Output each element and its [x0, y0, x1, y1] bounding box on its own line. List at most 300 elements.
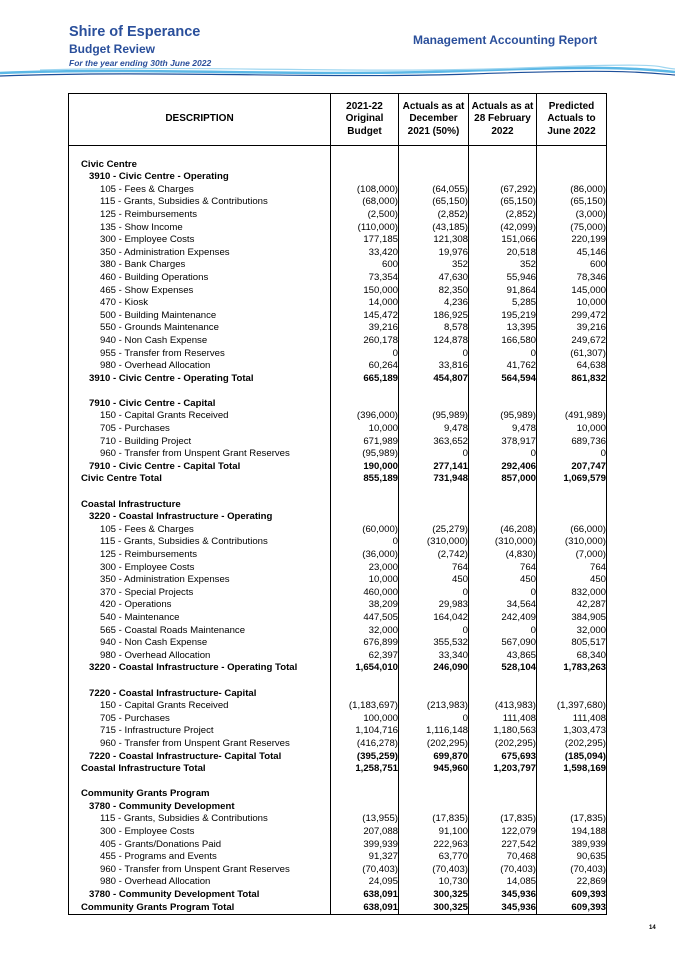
actuals-december-value: 246,090	[399, 662, 469, 675]
original-budget-value: 665,189	[331, 373, 399, 386]
row-description: 3220 - Coastal Infrastructure - Operating	[69, 511, 331, 524]
actuals-december-value: 33,816	[399, 360, 469, 373]
table-row	[69, 385, 607, 398]
table-row	[69, 297, 607, 310]
original-budget-value: 39,216	[331, 322, 399, 335]
original-budget-value: 447,505	[331, 612, 399, 625]
predicted-actuals-value	[537, 486, 607, 499]
row-description: 565 - Coastal Roads Maintenance	[69, 625, 331, 638]
table-row	[69, 574, 607, 587]
original-budget-value: 62,397	[331, 650, 399, 663]
column-header-actuals-february: Actuals as at 28 February 2022	[469, 94, 537, 146]
original-budget-value: 600	[331, 259, 399, 272]
original-budget-value: (2,500)	[331, 209, 399, 222]
original-budget-value	[331, 398, 399, 411]
row-description: 7910 - Civic Centre - Capital	[69, 398, 331, 411]
actuals-december-value: 47,630	[399, 272, 469, 285]
actuals-february-value: 378,917	[469, 436, 537, 449]
actuals-february-value: 0	[469, 348, 537, 361]
column-header-actuals-december: Actuals as at December 2021 (50%)	[399, 94, 469, 146]
actuals-february-value: (310,000)	[469, 536, 537, 549]
table-row	[69, 801, 607, 814]
predicted-actuals-value	[537, 171, 607, 184]
original-budget-value	[331, 385, 399, 398]
actuals-february-value	[469, 486, 537, 499]
original-budget-value: 0	[331, 348, 399, 361]
actuals-december-value	[399, 171, 469, 184]
actuals-december-value: 450	[399, 574, 469, 587]
actuals-december-value: 0	[399, 713, 469, 726]
actuals-december-value: 19,976	[399, 247, 469, 260]
actuals-december-value: (25,279)	[399, 524, 469, 537]
table-row	[69, 171, 607, 184]
original-budget-value: (70,403)	[331, 864, 399, 877]
predicted-actuals-value	[537, 788, 607, 801]
row-description: 960 - Transfer from Unspent Grant Reserves	[69, 448, 331, 461]
original-budget-value: (95,989)	[331, 448, 399, 461]
row-description: 705 - Purchases	[69, 713, 331, 726]
row-description: 960 - Transfer from Unspent Grant Reserves	[69, 864, 331, 877]
predicted-actuals-value	[537, 385, 607, 398]
actuals-february-value: 91,864	[469, 285, 537, 298]
row-description: 3780 - Community Development	[69, 801, 331, 814]
original-budget-value: 638,091	[331, 889, 399, 902]
table-row	[69, 725, 607, 738]
actuals-february-value: (42,099)	[469, 222, 537, 235]
page-number: 14	[649, 925, 656, 931]
actuals-december-value: 10,730	[399, 876, 469, 889]
predicted-actuals-value: 22,869	[537, 876, 607, 889]
original-budget-value: 399,939	[331, 839, 399, 852]
predicted-actuals-value: 68,340	[537, 650, 607, 663]
original-budget-value	[331, 688, 399, 701]
actuals-december-value: (64,055)	[399, 184, 469, 197]
row-description: 980 - Overhead Allocation	[69, 650, 331, 663]
predicted-actuals-value: 609,393	[537, 902, 607, 915]
column-header-original-budget: 2021-22 Original Budget	[331, 94, 399, 146]
actuals-february-value: 0	[469, 448, 537, 461]
predicted-actuals-value	[537, 801, 607, 814]
row-description: 460 - Building Operations	[69, 272, 331, 285]
row-description: 3780 - Community Development Total	[69, 889, 331, 902]
actuals-december-value: 699,870	[399, 751, 469, 764]
actuals-february-value: (67,292)	[469, 184, 537, 197]
actuals-february-value: (70,403)	[469, 864, 537, 877]
actuals-december-value: 164,042	[399, 612, 469, 625]
actuals-december-value: 124,878	[399, 335, 469, 348]
table-row	[69, 713, 607, 726]
row-description: 540 - Maintenance	[69, 612, 331, 625]
actuals-december-value	[399, 776, 469, 789]
table-row	[69, 675, 607, 688]
original-budget-value: 1,654,010	[331, 662, 399, 675]
actuals-february-value: 227,542	[469, 839, 537, 852]
predicted-actuals-value: 90,635	[537, 851, 607, 864]
predicted-actuals-value: 249,672	[537, 335, 607, 348]
actuals-february-value: 20,518	[469, 247, 537, 260]
actuals-february-value: (202,295)	[469, 738, 537, 751]
row-description: 115 - Grants, Subsidies & Contributions	[69, 536, 331, 549]
row-description: Coastal Infrastructure Total	[69, 763, 331, 776]
original-budget-value: 190,000	[331, 461, 399, 474]
actuals-february-value	[469, 385, 537, 398]
predicted-actuals-value: (17,835)	[537, 813, 607, 826]
report-name: Budget Review	[69, 42, 156, 56]
predicted-actuals-value: 450	[537, 574, 607, 587]
actuals-december-value: (202,295)	[399, 738, 469, 751]
actuals-february-value: 111,408	[469, 713, 537, 726]
original-budget-value: (395,259)	[331, 751, 399, 764]
predicted-actuals-value: 764	[537, 562, 607, 575]
actuals-december-value	[399, 398, 469, 411]
actuals-february-value: 43,865	[469, 650, 537, 663]
table-row	[69, 902, 607, 915]
actuals-december-value: (95,989)	[399, 410, 469, 423]
original-budget-value: 0	[331, 536, 399, 549]
predicted-actuals-value: 861,832	[537, 373, 607, 386]
predicted-actuals-value: (185,094)	[537, 751, 607, 764]
actuals-february-value: 675,693	[469, 751, 537, 764]
report-header	[69, 24, 211, 68]
actuals-february-value: 564,594	[469, 373, 537, 386]
table-row	[69, 662, 607, 675]
table-row	[69, 851, 607, 864]
table-spacer-row	[69, 146, 607, 159]
table-row	[69, 524, 607, 537]
predicted-actuals-value	[537, 159, 607, 172]
actuals-december-value: 0	[399, 587, 469, 600]
original-budget-value: (13,955)	[331, 813, 399, 826]
actuals-february-value: 151,066	[469, 234, 537, 247]
predicted-actuals-value: 145,000	[537, 285, 607, 298]
predicted-actuals-value: 1,783,263	[537, 662, 607, 675]
table-row	[69, 813, 607, 826]
table-row	[69, 461, 607, 474]
row-description: 465 - Show Expenses	[69, 285, 331, 298]
actuals-february-value	[469, 499, 537, 512]
row-description	[69, 486, 331, 499]
original-budget-value: (36,000)	[331, 549, 399, 562]
table-row	[69, 864, 607, 877]
original-budget-value: 73,354	[331, 272, 399, 285]
row-description: Community Grants Program	[69, 788, 331, 801]
row-description: 470 - Kiosk	[69, 297, 331, 310]
actuals-december-value: 300,325	[399, 889, 469, 902]
original-budget-value: 32,000	[331, 625, 399, 638]
row-description: 3220 - Coastal Infrastructure - Operating Total	[69, 662, 331, 675]
row-description: 980 - Overhead Allocation	[69, 360, 331, 373]
actuals-december-value: 91,100	[399, 826, 469, 839]
predicted-actuals-value: (1,397,680)	[537, 700, 607, 713]
predicted-actuals-value: 0	[537, 448, 607, 461]
actuals-december-value: 277,141	[399, 461, 469, 474]
row-description: 125 - Reimbursements	[69, 549, 331, 562]
actuals-december-value: (65,150)	[399, 196, 469, 209]
predicted-actuals-value: 194,188	[537, 826, 607, 839]
predicted-actuals-value: (202,295)	[537, 738, 607, 751]
table-row	[69, 448, 607, 461]
actuals-december-value	[399, 159, 469, 172]
actuals-december-value: 63,770	[399, 851, 469, 864]
original-budget-value: 33,420	[331, 247, 399, 260]
original-budget-value: (60,000)	[331, 524, 399, 537]
original-budget-value	[331, 159, 399, 172]
predicted-actuals-value: 111,408	[537, 713, 607, 726]
table-row	[69, 196, 607, 209]
predicted-actuals-value: (75,000)	[537, 222, 607, 235]
table-row	[69, 738, 607, 751]
predicted-actuals-value: 10,000	[537, 423, 607, 436]
actuals-february-value: 1,180,563	[469, 725, 537, 738]
original-budget-value: (68,000)	[331, 196, 399, 209]
budget-table	[68, 93, 607, 915]
actuals-december-value	[399, 499, 469, 512]
predicted-actuals-value: 78,346	[537, 272, 607, 285]
row-description: 405 - Grants/Donations Paid	[69, 839, 331, 852]
table-row	[69, 788, 607, 801]
original-budget-value: 60,264	[331, 360, 399, 373]
table-row	[69, 587, 607, 600]
predicted-actuals-value: (3,000)	[537, 209, 607, 222]
row-description: 955 - Transfer from Reserves	[69, 348, 331, 361]
original-budget-value: 23,000	[331, 562, 399, 575]
row-description: 3910 - Civic Centre - Operating	[69, 171, 331, 184]
predicted-actuals-value: 805,517	[537, 637, 607, 650]
actuals-february-value: 13,395	[469, 322, 537, 335]
table-row	[69, 876, 607, 889]
predicted-actuals-value: (86,000)	[537, 184, 607, 197]
actuals-december-value: 731,948	[399, 473, 469, 486]
original-budget-value: 676,899	[331, 637, 399, 650]
actuals-december-value: 121,308	[399, 234, 469, 247]
predicted-actuals-value: 1,069,579	[537, 473, 607, 486]
actuals-december-value: 764	[399, 562, 469, 575]
table-row	[69, 423, 607, 436]
original-budget-value: 638,091	[331, 902, 399, 915]
row-description: 300 - Employee Costs	[69, 234, 331, 247]
actuals-december-value: (2,852)	[399, 209, 469, 222]
actuals-december-value: (70,403)	[399, 864, 469, 877]
actuals-february-value: 352	[469, 259, 537, 272]
row-description: Civic Centre	[69, 159, 331, 172]
actuals-february-value: 166,580	[469, 335, 537, 348]
original-budget-value: 24,095	[331, 876, 399, 889]
actuals-february-value	[469, 801, 537, 814]
row-description: 350 - Administration Expenses	[69, 247, 331, 260]
actuals-february-value: 345,936	[469, 902, 537, 915]
original-budget-value: (396,000)	[331, 410, 399, 423]
actuals-december-value: 33,340	[399, 650, 469, 663]
row-description: 500 - Building Maintenance	[69, 310, 331, 323]
original-budget-value: 14,000	[331, 297, 399, 310]
original-budget-value: 150,000	[331, 285, 399, 298]
actuals-february-value	[469, 511, 537, 524]
row-description: 150 - Capital Grants Received	[69, 700, 331, 713]
table-row	[69, 335, 607, 348]
predicted-actuals-value: (491,989)	[537, 410, 607, 423]
row-description: 980 - Overhead Allocation	[69, 876, 331, 889]
original-budget-value: 671,989	[331, 436, 399, 449]
row-description: 150 - Capital Grants Received	[69, 410, 331, 423]
original-budget-value: 460,000	[331, 587, 399, 600]
table-row	[69, 776, 607, 789]
row-description	[69, 776, 331, 789]
original-budget-value: (416,278)	[331, 738, 399, 751]
predicted-actuals-value: 1,303,473	[537, 725, 607, 738]
actuals-december-value	[399, 675, 469, 688]
row-description: 455 - Programs and Events	[69, 851, 331, 864]
table-row	[69, 889, 607, 902]
table-row	[69, 625, 607, 638]
actuals-december-value: (310,000)	[399, 536, 469, 549]
original-budget-value: 207,088	[331, 826, 399, 839]
actuals-december-value: 352	[399, 259, 469, 272]
predicted-actuals-value	[537, 499, 607, 512]
table-row	[69, 398, 607, 411]
actuals-december-value: 363,652	[399, 436, 469, 449]
predicted-actuals-value: (61,307)	[537, 348, 607, 361]
header-wave-decoration	[0, 63, 675, 83]
original-budget-value: 177,185	[331, 234, 399, 247]
actuals-december-value: 29,983	[399, 599, 469, 612]
row-description: 3910 - Civic Centre - Operating Total	[69, 373, 331, 386]
predicted-actuals-value: 220,199	[537, 234, 607, 247]
original-budget-value	[331, 171, 399, 184]
table-row	[69, 348, 607, 361]
column-header-predicted-actuals: Predicted Actuals to June 2022	[537, 94, 607, 146]
actuals-february-value: 34,564	[469, 599, 537, 612]
predicted-actuals-value	[537, 398, 607, 411]
actuals-december-value: (43,185)	[399, 222, 469, 235]
row-description: 420 - Operations	[69, 599, 331, 612]
actuals-february-value: 9,478	[469, 423, 537, 436]
table-row	[69, 826, 607, 839]
original-budget-value: 1,258,751	[331, 763, 399, 776]
table-row	[69, 272, 607, 285]
actuals-february-value: (2,852)	[469, 209, 537, 222]
actuals-december-value: 0	[399, 348, 469, 361]
actuals-february-value: (17,835)	[469, 813, 537, 826]
actuals-december-value: 222,963	[399, 839, 469, 852]
row-description: 7910 - Civic Centre - Capital Total	[69, 461, 331, 474]
original-budget-value: 260,178	[331, 335, 399, 348]
row-description: 7220 - Coastal Infrastructure- Capital Total	[69, 751, 331, 764]
actuals-february-value: 450	[469, 574, 537, 587]
actuals-february-value	[469, 776, 537, 789]
predicted-actuals-value: (70,403)	[537, 864, 607, 877]
original-budget-value: 855,189	[331, 473, 399, 486]
table-row	[69, 234, 607, 247]
row-description	[69, 675, 331, 688]
original-budget-value: 91,327	[331, 851, 399, 864]
predicted-actuals-value: 1,598,169	[537, 763, 607, 776]
table-row	[69, 473, 607, 486]
report-type: Management Accounting Report	[413, 33, 598, 47]
table-row	[69, 184, 607, 197]
actuals-december-value: 1,116,148	[399, 725, 469, 738]
table-row	[69, 599, 607, 612]
table-row	[69, 612, 607, 625]
actuals-february-value: (413,983)	[469, 700, 537, 713]
predicted-actuals-value: 609,393	[537, 889, 607, 902]
predicted-actuals-value: 689,736	[537, 436, 607, 449]
actuals-february-value: (46,208)	[469, 524, 537, 537]
predicted-actuals-value: 64,638	[537, 360, 607, 373]
actuals-february-value: 857,000	[469, 473, 537, 486]
table-row	[69, 209, 607, 222]
row-description: 300 - Employee Costs	[69, 826, 331, 839]
table-row	[69, 159, 607, 172]
actuals-february-value: 528,104	[469, 662, 537, 675]
table-row	[69, 222, 607, 235]
predicted-actuals-value	[537, 688, 607, 701]
actuals-february-value: 70,468	[469, 851, 537, 864]
actuals-february-value	[469, 688, 537, 701]
row-description: 705 - Purchases	[69, 423, 331, 436]
actuals-december-value	[399, 385, 469, 398]
actuals-december-value: (213,983)	[399, 700, 469, 713]
actuals-december-value	[399, 801, 469, 814]
actuals-february-value: 0	[469, 587, 537, 600]
actuals-december-value: (2,742)	[399, 549, 469, 562]
table-row	[69, 511, 607, 524]
table-header-row	[69, 94, 607, 146]
row-description: 960 - Transfer from Unspent Grant Reserves	[69, 738, 331, 751]
actuals-february-value	[469, 788, 537, 801]
row-description: 350 - Administration Expenses	[69, 574, 331, 587]
original-budget-value: 10,000	[331, 574, 399, 587]
original-budget-value: (1,183,697)	[331, 700, 399, 713]
actuals-december-value: 300,325	[399, 902, 469, 915]
row-description: 300 - Employee Costs	[69, 562, 331, 575]
actuals-december-value	[399, 788, 469, 801]
predicted-actuals-value: 389,939	[537, 839, 607, 852]
actuals-december-value: 8,578	[399, 322, 469, 335]
table-row	[69, 360, 607, 373]
predicted-actuals-value: 10,000	[537, 297, 607, 310]
actuals-february-value: 41,762	[469, 360, 537, 373]
actuals-february-value	[469, 398, 537, 411]
predicted-actuals-value	[537, 511, 607, 524]
table-row	[69, 839, 607, 852]
actuals-february-value: 5,285	[469, 297, 537, 310]
column-header-description: DESCRIPTION	[69, 94, 331, 146]
table-row	[69, 499, 607, 512]
row-description	[69, 385, 331, 398]
original-budget-value: (108,000)	[331, 184, 399, 197]
row-description: 7220 - Coastal Infrastructure- Capital	[69, 688, 331, 701]
table-row	[69, 322, 607, 335]
original-budget-value: 10,000	[331, 423, 399, 436]
table-row	[69, 562, 607, 575]
predicted-actuals-value: 207,747	[537, 461, 607, 474]
table-body	[69, 146, 607, 915]
row-description: 115 - Grants, Subsidies & Contributions	[69, 813, 331, 826]
table-row	[69, 310, 607, 323]
actuals-february-value: 567,090	[469, 637, 537, 650]
table-row	[69, 763, 607, 776]
actuals-december-value: 4,236	[399, 297, 469, 310]
predicted-actuals-value: 39,216	[537, 322, 607, 335]
predicted-actuals-value: 832,000	[537, 587, 607, 600]
predicted-actuals-value: (66,000)	[537, 524, 607, 537]
row-description: 370 - Special Projects	[69, 587, 331, 600]
actuals-february-value: 0	[469, 625, 537, 638]
table-row	[69, 247, 607, 260]
actuals-december-value	[399, 688, 469, 701]
predicted-actuals-value: 45,146	[537, 247, 607, 260]
row-description: 550 - Grounds Maintenance	[69, 322, 331, 335]
